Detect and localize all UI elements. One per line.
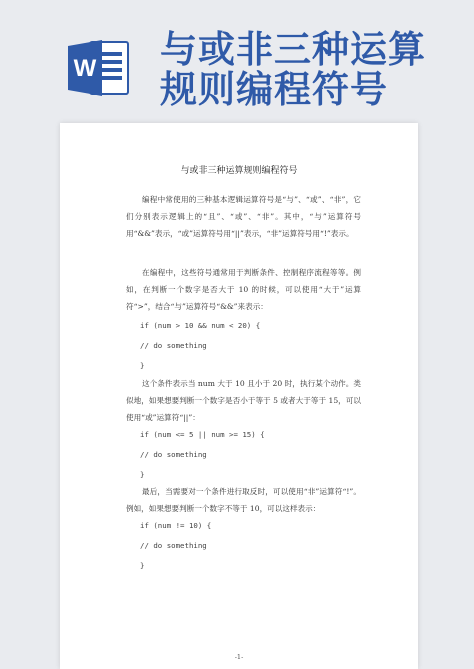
code-line: if (num <= 5 || num >= 15) {	[140, 430, 265, 439]
svg-text:W: W	[73, 55, 97, 82]
code-line: if (num != 10) {	[140, 521, 212, 530]
document-page	[60, 123, 418, 669]
code-line: // do something	[140, 341, 207, 350]
paragraph-2: 在编程中，这些符号通常用于判断条件、控制程序流程等等。例如，在判断一个数字是否大于 10 的时候，可以使用“大于”运算符“>”，结合“与”运算符号“&&”来表示：	[126, 268, 361, 311]
code-line: }	[140, 470, 145, 479]
page-heading: 与或非三种运算规则编程符号	[180, 166, 298, 176]
code-line: if (num > 10 && num < 20) {	[140, 321, 261, 330]
code-line: // do something	[140, 450, 207, 459]
paragraph-3: 这个条件表示当 num 大于 10 且小于 20 时，执行某个动作。类似地，如果想要判断一个数字是否小于等于 5 或者大于等于 15，可以使用“或”运算符“||”：	[126, 379, 361, 422]
paragraph-4: 最后，当需要对一个条件进行取反时，可以使用“非”运算符“!”。例如，如果想要判断一个数字不等于 10，可以这样表示：	[126, 487, 361, 513]
code-line: // do something	[140, 541, 207, 550]
word-icon	[68, 38, 130, 98]
paragraph-1: 编程中常使用的三种基本逻辑运算符号是“与”、“或”、“非”，它们分别表示逻辑上的“且”、“或”、“非”。其中，“与”运算符号用“&&”表示，“或”运算符号用“||”表示，“非”运算符号用“!”表示。	[126, 195, 361, 238]
banner	[0, 0, 474, 128]
page-number: -1-	[234, 653, 244, 661]
document-title: 与或非三种运算规则编程符号	[160, 28, 426, 111]
code-line: }	[140, 561, 145, 570]
code-line: }	[140, 361, 145, 370]
